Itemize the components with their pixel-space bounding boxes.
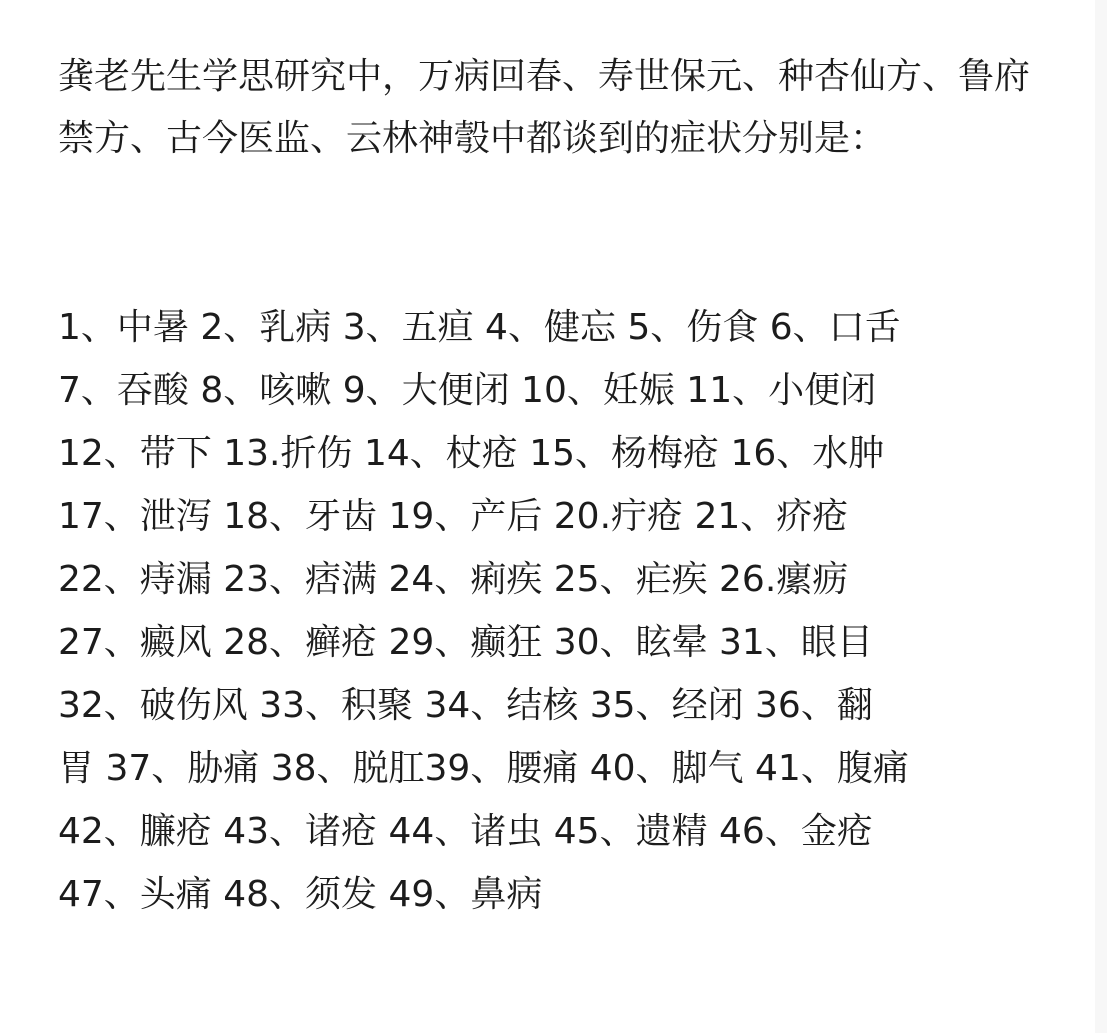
- symptom-line: 42、臁疮 43、诸疮 44、诸虫 45、遗精 46、金疮: [58, 811, 873, 852]
- symptom-line: 17、泄泻 18、牙齿 19、产后 20.疔疮 21、疥疮: [58, 496, 849, 537]
- symptom-line: 7、吞酸 8、咳嗽 9、大便闭 10、妊娠 11、小便闭: [58, 370, 877, 411]
- symptom-list: [58, 296, 1038, 926]
- symptom-line: 32、破伤风 33、积聚 34、结核 35、经闭 36、翻: [58, 685, 873, 726]
- intro-paragraph: 龚老先生学思研究中，万病回春、寿世保元、种杏仙方、鲁府禁方、古今医监、云林神彀中都谈到的症状分别是：: [58, 56, 1031, 159]
- paragraph-gap: [58, 170, 1038, 296]
- symptom-line: 47、头痛 48、须发 49、鼻病: [58, 874, 543, 915]
- symptom-line: 1、中暑 2、乳病 3、五疸 4、健忘 5、伤食 6、口舌: [58, 307, 901, 348]
- symptom-line: 12、带下 13.折伤 14、杖疮 15、杨梅疮 16、水肿: [58, 433, 885, 474]
- symptom-line: 27、癜风 28、癣疮 29、癫狂 30、眩晕 31、眼目: [58, 622, 873, 663]
- symptom-line: 22、痔漏 23、痞满 24、痢疾 25、疟疾 26.瘰疬: [58, 559, 849, 600]
- article-body: [58, 46, 1038, 926]
- scrollbar-track[interactable]: [1095, 0, 1107, 1033]
- symptom-line: 胃 37、胁痛 38、脱肛39、腰痛 40、脚气 41、腹痛: [58, 748, 909, 789]
